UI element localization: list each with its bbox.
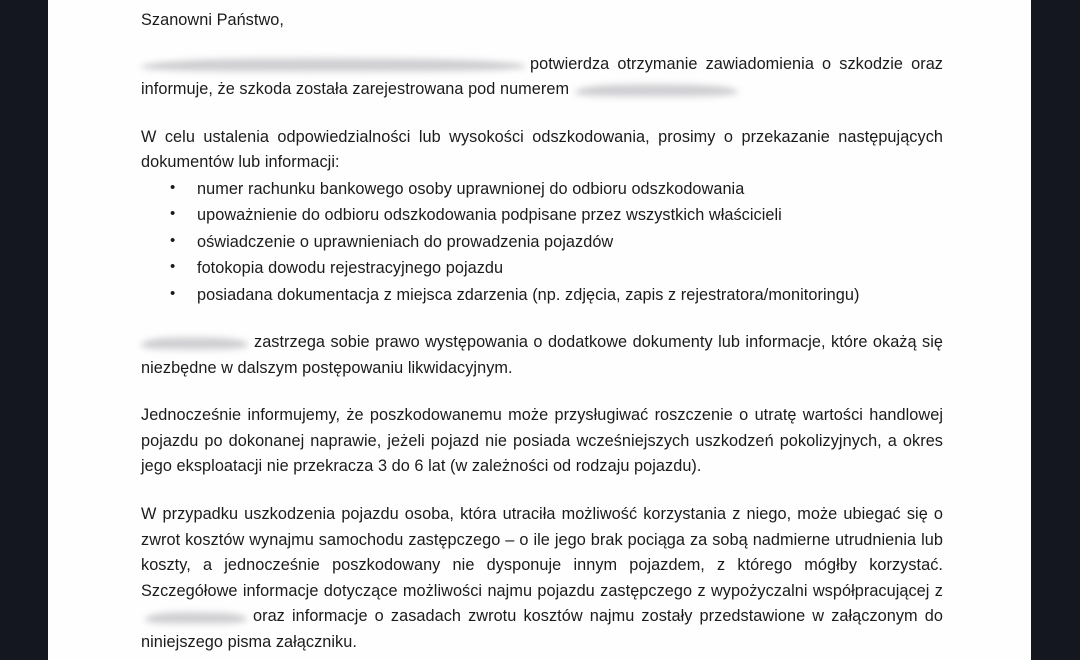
reservation-paragraph: [141, 330, 943, 381]
spacer-after-list: [141, 308, 943, 330]
required-documents-list: [141, 176, 943, 308]
document-body: [141, 0, 943, 656]
list-item: • oświadczenie o uprawnieniach do prowadzenia pojazdów: [141, 229, 943, 255]
letterbox-bar-right: [1031, 0, 1080, 660]
redaction-company-name: [141, 57, 526, 74]
letterbox-bar-left: [0, 0, 48, 660]
greeting-line: Szanowni Państwo,: [141, 11, 284, 29]
list-item: • upoważnienie do odbioru odszkodowania podpisane przez wszystkich właścicieli: [141, 202, 943, 228]
top-spacer: [141, 0, 943, 8]
spacer-after-intro: [141, 103, 943, 125]
spacer-after-reservation: [141, 381, 943, 403]
replacement-car-paragraph: [141, 502, 943, 656]
intro-paragraph: [141, 52, 943, 103]
redaction-rental-partner: [145, 611, 247, 626]
reservation-paragraph-text: zastrzega sobie prawo występowania o dodatkowe dokumenty lub informacje, które okażą się niezbędne w dalszym postępowaniu likwidacyjnym.: [141, 333, 943, 377]
replacement-car-paragraph-part-2: oraz informacje o zasadach zwrotu kosztów najmu zostały przedstawione w załączonym do niniejszego pisma załączniku.: [141, 607, 943, 651]
spacer-after-market-value: [141, 480, 943, 502]
replacement-car-paragraph-part-1: W przypadku uszkodzenia pojazdu osoba, która utraciła możliwość korzystania z niego, może ubiegać się o zwrot kosztów wynajmu samochodu zastępczego – o ile jego brak pociąga za sobą nadmierne utrudnienia lub koszty, a jednocześnie poszkodowany nie dysponuje innym pojazdem, z którego mógłby korzystać. Szczegółowe informacje dotyczące możliwości najmu pojazdu zastępczego z wypożyczalni współpracującej z: [141, 504, 943, 600]
intro-paragraph-text: potwierdza otrzymanie zawiadomienia o szkodzie oraz informuje, że szkoda została zarejestrowana pod numerem: [141, 54, 943, 99]
list-item: • fotokopia dowodu rejestracyjnego pojazdu: [141, 255, 943, 281]
document-page: [48, 0, 1031, 660]
redaction-claim-number: [575, 83, 738, 99]
redaction-company-name-short: [141, 336, 248, 352]
spacer-after-greeting: [141, 34, 943, 52]
market-value-paragraph: Jednocześnie informujemy, że poszkodowanemu może przysługiwać roszczenie o utratę wartości handlowej pojazdu po dokonanej naprawie, jeżeli pojazd nie posiada wcześniejszych uszkodzeń pokolizyjnych, a okres jego eksploatacji nie przekracza 3 do 6 lat (w zależności od rodzaju pojazdu).: [141, 406, 943, 476]
request-paragraph: W celu ustalenia odpowiedzialności lub wysokości odszkodowania, prosimy o przekazanie następujących dokumentów lub informacji:: [141, 127, 943, 172]
list-item: • posiadana dokumentacja z miejsca zdarzenia (np. zdjęcia, zapis z rejestratora/monitoringu): [141, 282, 943, 308]
list-item: • numer rachunku bankowego osoby uprawnionej do odbioru odszkodowania: [141, 176, 943, 202]
